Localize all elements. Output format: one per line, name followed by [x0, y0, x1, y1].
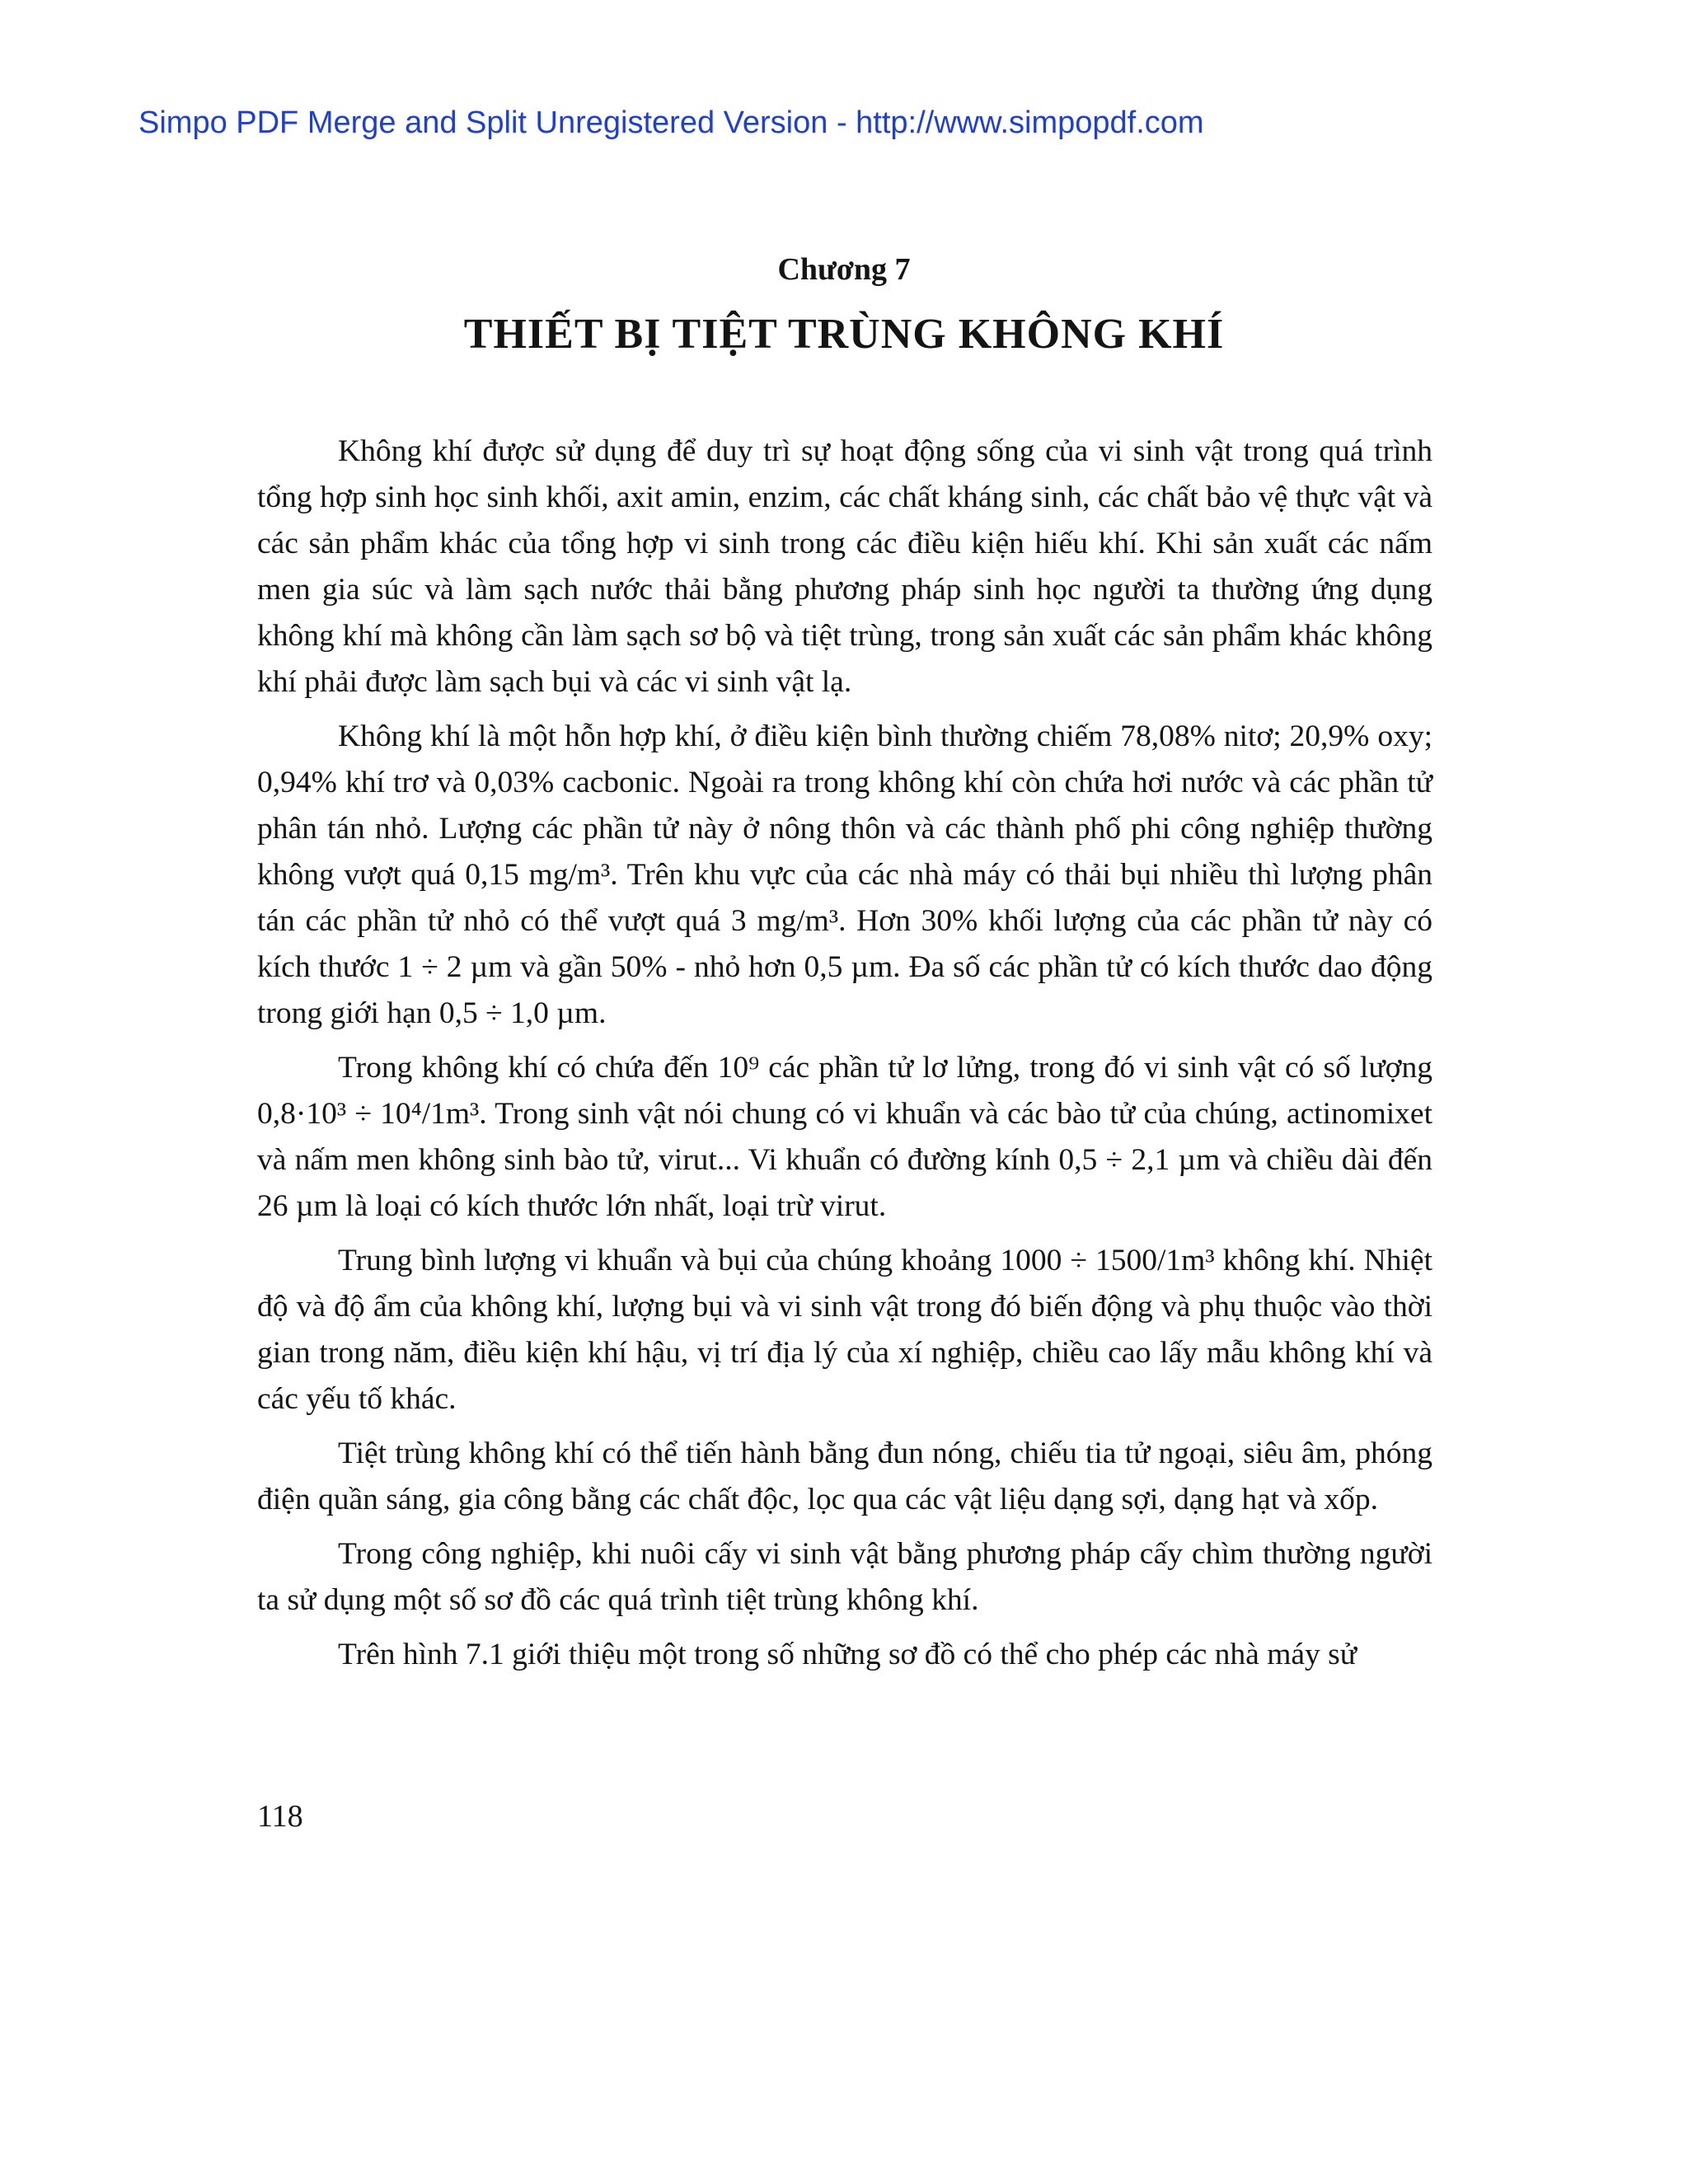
paragraph: Trên hình 7.1 giới thiệu một trong số những sơ đồ có thể cho phép các nhà máy sử — [338, 1638, 1357, 1671]
watermark-banner: Simpo PDF Merge and Split Unregistered Version - http://www.simpopdf.com — [138, 105, 1204, 140]
paragraph: Không khí được sử dụng để duy trì sự hoạt động sống của vi sinh vật trong quá trình tổng hợp sinh học sinh khối, axit amin, enzim, các chất kháng sinh, các chất bảo vệ thực vật và các sản phẩm khác của tổng hợp vi sinh trong các điều kiện hiếu khí. Khi sản xuất các nấm men gia súc và làm sạch nước thải bằng phương pháp sinh học người ta thường ứng dụng không khí mà không cần làm sạch sơ bộ và tiệt trùng, trong sản xuất các sản phẩm khác không khí phải được làm sạch bụi và các vi sinh vật lạ. — [257, 434, 1432, 699]
body-text — [257, 429, 1432, 1686]
paragraph: Trung bình lượng vi khuẩn và bụi của chúng khoảng 1000 ÷ 1500/1m³ không khí. Nhiệt độ và độ ẩm của không khí, lượng bụi và vi sinh vật trong đó biến động và phụ thuộc vào thời gian trong năm, điều kiện khí hậu, vị trí địa lý của xí nghiệp, chiều cao lấy mẫu không khí và các yếu tố khác. — [257, 1244, 1432, 1416]
paragraph: Trong không khí có chứa đến 10⁹ các phần tử lơ lửng, trong đó vi sinh vật có số lượng 0,8·10³ ÷ 10⁴/1m³. Trong sinh vật nói chung có vi khuẩn và các bào tử của chúng, actinomixet và nấm men không sinh bào tử, virut... Vi khuẩn có đường kính 0,5 ÷ 2,1 µm và chiều dài đến 26 µm là loại có kích thước lớn nhất, loại trừ virut. — [257, 1051, 1432, 1223]
paragraph: Trong công nghiệp, khi nuôi cấy vi sinh vật bằng phương pháp cấy chìm thường người ta sử dụng một số sơ đồ các quá trình tiệt trùng không khí. — [257, 1537, 1432, 1617]
page-number: 118 — [257, 1799, 303, 1834]
paragraph: Tiệt trùng không khí có thể tiến hành bằng đun nóng, chiếu tia tử ngoại, siêu âm, phóng điện quần sáng, gia công bằng các chất độc, lọc qua các vật liệu dạng sợi, dạng hạt và xốp. — [257, 1436, 1432, 1516]
chapter-label: Chương 7 — [777, 252, 911, 287]
chapter-title: THIẾT BỊ TIỆT TRÙNG KHÔNG KHÍ — [463, 311, 1225, 358]
paragraph: Không khí là một hỗn hợp khí, ở điều kiện bình thường chiếm 78,08% nitơ; 20,9% oxy; 0,94% khí trơ và 0,03% cacbonic. Ngoài ra trong không khí còn chứa hơi nước và các phần tử phân tán nhỏ. Lượng các phần tử này ở nông thôn và các thành phố phi công nghiệp thường không vượt quá 0,15 mg/m³. Trên khu vực của các nhà máy có thải bụi nhiều thì lượng phân tán các phần tử nhỏ có thể vượt quá 3 mg/m³. Hơn 30% khối lượng của các phần tử này có kích thước 1 ÷ 2 µm và gần 50% - nhỏ hơn 0,5 µm. Đa số các phần tử có kích thước dao động trong giới hạn 0,5 ÷ 1,0 µm. — [257, 719, 1432, 1030]
